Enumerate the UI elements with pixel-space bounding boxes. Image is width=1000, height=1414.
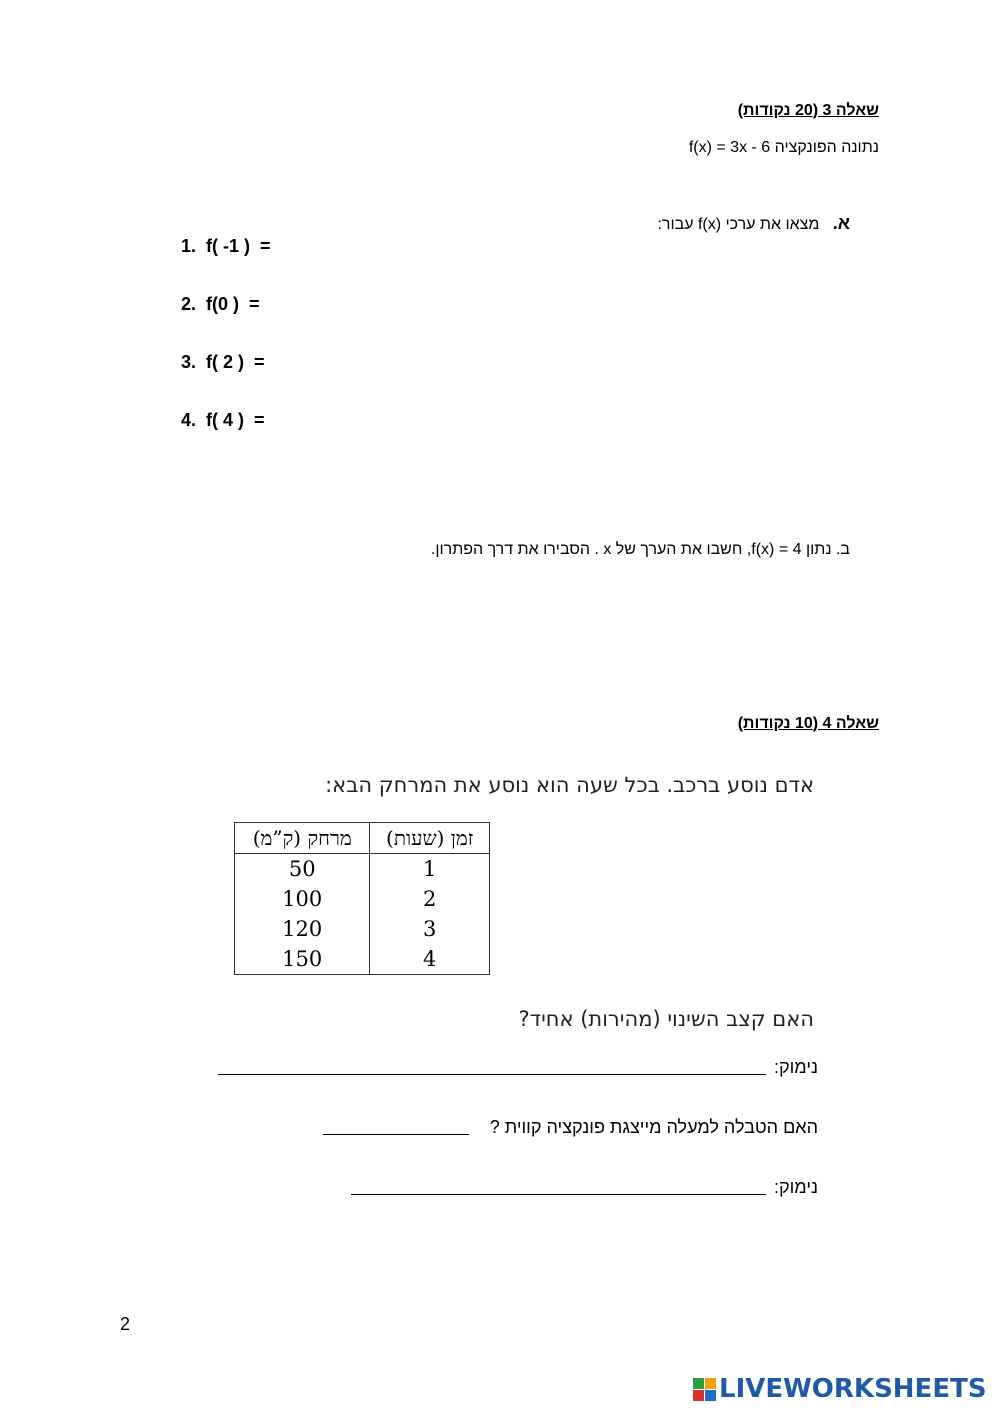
- q3-given-function: נתונה הפונקציה f(x) = 3x - 6: [688, 139, 879, 156]
- item-expression: f( 2 ): [206, 352, 245, 372]
- table-cell-distance: 150: [235, 944, 370, 975]
- item-equals: =: [249, 294, 260, 314]
- item-equals: =: [254, 352, 265, 372]
- part-a-text: מצאו את ערכי f(x) עבור:: [657, 216, 820, 233]
- table-cell-distance: 120: [235, 914, 370, 944]
- table-cell-distance: 100: [235, 884, 370, 914]
- table-header-time: זמן (שעות): [370, 823, 490, 854]
- q4-intro: אדם נוסע ברכב. בכל שעה הוא נוסע את המרחק הבא:: [325, 773, 814, 797]
- table-row: [235, 884, 490, 914]
- reason-2-answer-line[interactable]: [351, 1194, 766, 1195]
- liveworksheets-logo: [693, 1374, 987, 1404]
- q3-item-2: [181, 294, 260, 315]
- table-cell-distance: 50: [235, 854, 370, 885]
- distance-table: [234, 822, 490, 975]
- item-equals: =: [260, 236, 271, 256]
- q3-title: שאלה 3 (20 נקודות): [737, 102, 879, 119]
- table-cell-time: 1: [370, 854, 490, 885]
- table-header-row: [235, 823, 490, 854]
- reason-1-label: נימוק:: [774, 1057, 818, 1077]
- q4-question-2: האם הטבלה למעלה מייצגת פונקציה קווית ?: [489, 1117, 818, 1137]
- q3-part-b: ב. נתון f(x) = 4, חשבו את הערך של x . הסבירו את דרך הפתרון.: [430, 541, 850, 558]
- table-cell-time: 2: [370, 884, 490, 914]
- table-row: [235, 854, 490, 885]
- item-equals: =: [254, 410, 265, 430]
- q3-item-4: [181, 410, 265, 431]
- item-number: 4.: [181, 410, 197, 430]
- reason-2-label: נימוק:: [774, 1177, 818, 1197]
- table-row: [235, 914, 490, 944]
- item-number: 2.: [181, 294, 197, 314]
- table-cell-time: 4: [370, 944, 490, 975]
- item-number: 1.: [181, 236, 197, 256]
- q4-title: שאלה 4 (10 נקודות): [737, 715, 879, 732]
- question-2-answer-line[interactable]: [323, 1134, 469, 1135]
- reason-1-answer-line[interactable]: [218, 1074, 766, 1075]
- part-a-letter: א.: [832, 213, 850, 233]
- q3-item-3: [181, 352, 265, 373]
- table-header-distance: מרחק (ק”מ): [235, 823, 370, 854]
- item-number: 3.: [181, 352, 197, 372]
- page-number: 2: [120, 1314, 131, 1334]
- table-cell-time: 3: [370, 914, 490, 944]
- q4-question-1: האם קצב השינוי (מהירות) אחיד?: [518, 1007, 814, 1031]
- q3-item-1: [181, 236, 271, 257]
- q3-part-a: [657, 213, 850, 234]
- item-expression: f( -1 ): [206, 236, 251, 256]
- table-row: [235, 944, 490, 975]
- item-expression: f(0 ): [206, 294, 240, 314]
- logo-text: LIVEWORKSHEETS: [719, 1374, 987, 1404]
- liveworksheets-logo-icon: [693, 1378, 716, 1401]
- item-expression: f( 4 ): [206, 410, 245, 430]
